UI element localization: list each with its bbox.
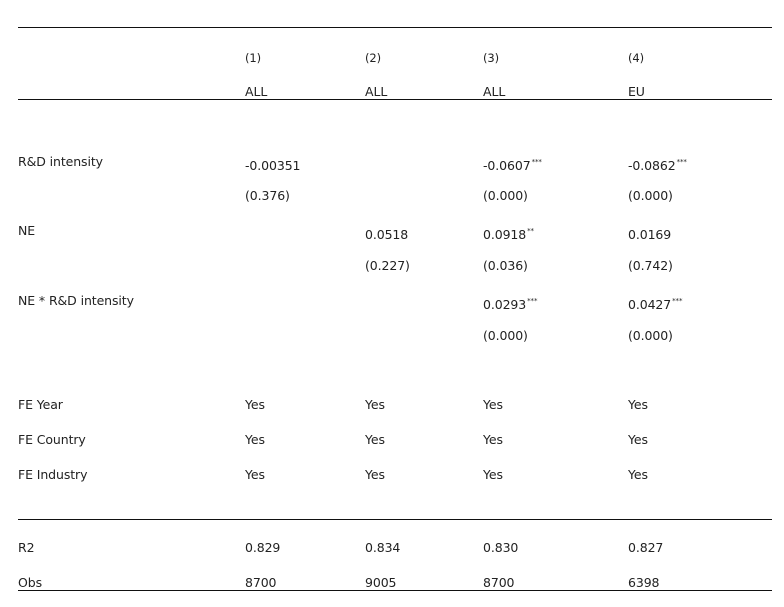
fixed-effect-value: Yes	[245, 397, 265, 412]
stats-rule	[18, 519, 772, 520]
fixed-effect-value: Yes	[365, 467, 385, 482]
stat-value: 9005	[365, 575, 397, 590]
fixed-effect-value: Yes	[483, 467, 503, 482]
stat-value: 0.830	[483, 540, 519, 555]
column-sample: ALL	[483, 84, 506, 99]
row-label: NE * R&D intensity	[18, 293, 134, 308]
column-number: (2)	[365, 51, 381, 65]
column-sample: EU	[628, 84, 645, 99]
coefficient: -0.00351	[245, 158, 301, 173]
fixed-effect-value: Yes	[365, 432, 385, 447]
column-number: (1)	[245, 51, 261, 65]
fixed-effect-value: Yes	[245, 432, 265, 447]
p-value: (0.000)	[628, 188, 673, 203]
p-value: (0.742)	[628, 258, 673, 273]
significance-stars: ***	[531, 158, 542, 166]
p-value: (0.376)	[245, 188, 290, 203]
fixed-effect-value: Yes	[365, 397, 385, 412]
stat-label: Obs	[18, 575, 42, 590]
stat-value: 8700	[483, 575, 515, 590]
coefficient: 0.0169	[628, 227, 672, 242]
coefficient: 0.0427***	[628, 297, 683, 312]
coefficient	[245, 293, 246, 313]
stat-value: 0.834	[365, 540, 401, 555]
fixed-effect-value: Yes	[628, 467, 648, 482]
coefficient: 0.0293***	[483, 297, 538, 312]
fixed-effect-label: FE Year	[18, 397, 63, 412]
p-value: (0.000)	[483, 188, 528, 203]
coefficient: 0.0518	[365, 227, 409, 242]
significance-stars: ***	[527, 297, 538, 305]
header-rule	[18, 99, 772, 100]
significance-stars: ***	[676, 158, 687, 166]
significance-stars: ***	[672, 297, 683, 305]
p-value: (0.036)	[483, 258, 528, 273]
fixed-effect-value: Yes	[483, 432, 503, 447]
p-value: (0.000)	[483, 328, 528, 343]
bottom-rule	[18, 590, 772, 591]
fixed-effect-label: FE Industry	[18, 467, 88, 482]
column-sample: ALL	[365, 84, 388, 99]
coefficient	[365, 293, 366, 313]
coefficient: 0.0918**	[483, 227, 534, 242]
column-number: (3)	[483, 51, 499, 65]
stat-label: R2	[18, 540, 35, 555]
fixed-effect-value: Yes	[628, 397, 648, 412]
column-number: (4)	[628, 51, 644, 65]
row-label: NE	[18, 223, 36, 238]
coefficient: -0.0607***	[483, 158, 542, 173]
stat-value: 0.827	[628, 540, 664, 555]
p-value: (0.227)	[365, 258, 410, 273]
stat-value: 6398	[628, 575, 660, 590]
fixed-effect-value: Yes	[483, 397, 503, 412]
top-rule	[18, 27, 772, 28]
fixed-effect-value: Yes	[628, 432, 648, 447]
coefficient	[245, 223, 246, 243]
row-label: R&D intensity	[18, 154, 103, 169]
fixed-effect-label: FE Country	[18, 432, 86, 447]
significance-stars: **	[527, 227, 534, 235]
coefficient: -0.0862***	[628, 158, 687, 173]
stat-value: 0.829	[245, 540, 281, 555]
stat-value: 8700	[245, 575, 277, 590]
coefficient	[365, 154, 366, 174]
column-sample: ALL	[245, 84, 268, 99]
fixed-effect-value: Yes	[245, 467, 265, 482]
p-value: (0.000)	[628, 328, 673, 343]
